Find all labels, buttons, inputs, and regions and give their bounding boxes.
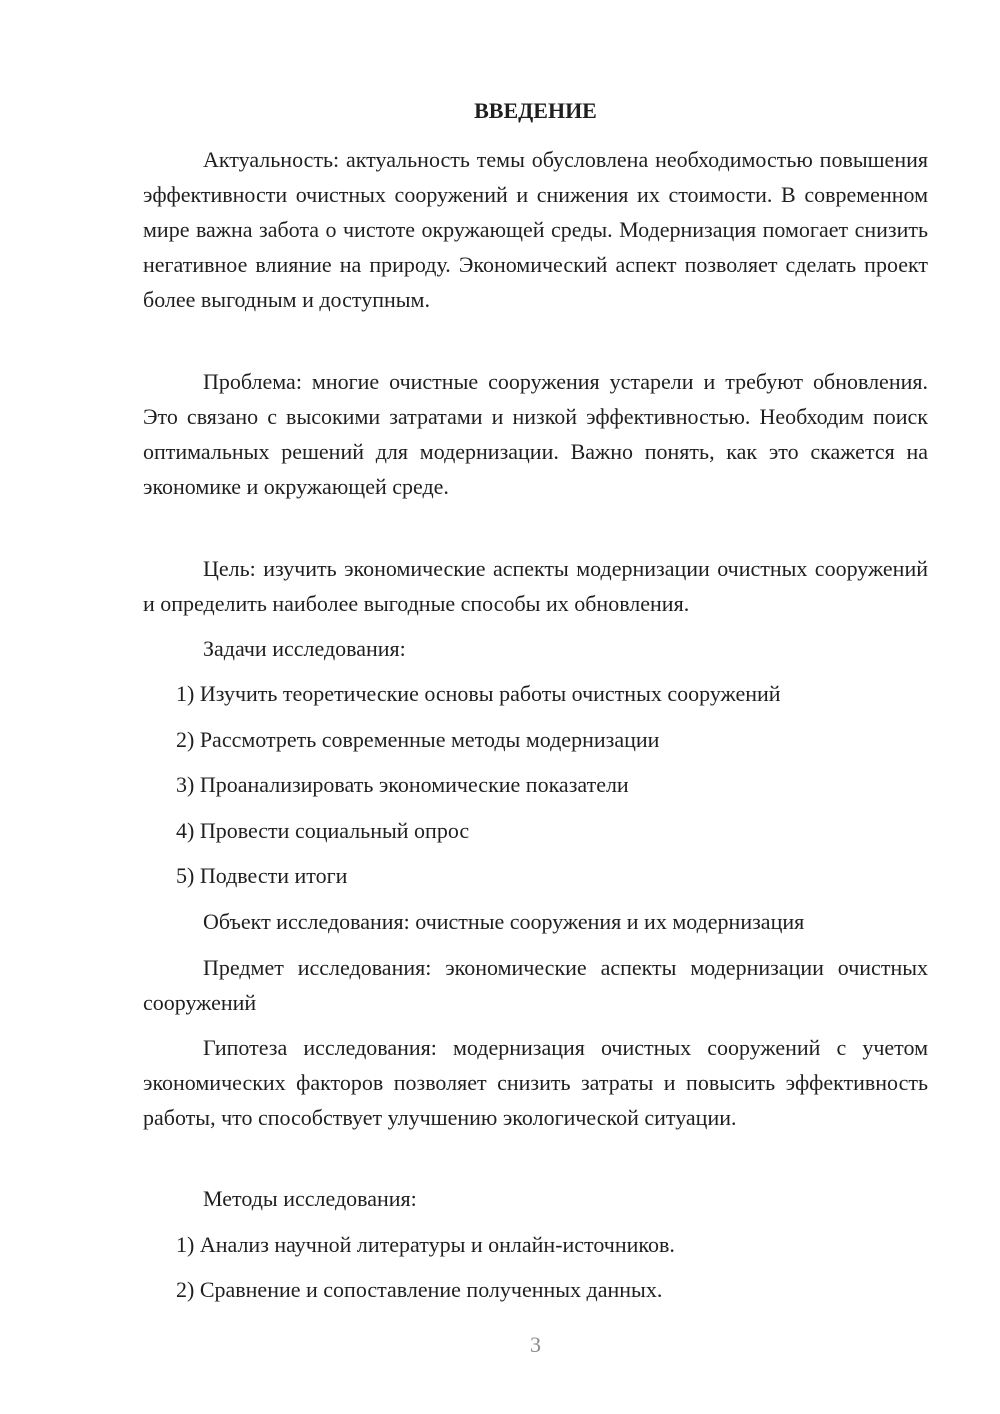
document-page: [143, 0, 928, 1414]
section-title: ВВЕДЕНИЕ: [474, 98, 597, 123]
paragraph-problem: Проблема: многие очистные сооружения устарели и требуют обновления. Это связано с высокими затратами и низкой эффективностью. Необходим поиск оптимальных решений для модернизации. Важно понять, как это скажется на экономике и окружающей среде.: [143, 369, 928, 499]
list-item-task-2: 2) Рассмотреть современные методы модернизации: [176, 727, 660, 752]
tasks-heading: Задачи исследования:: [203, 636, 406, 661]
list-item-task-5: 5) Подвести итоги: [176, 863, 348, 888]
paragraph-subject: Предмет исследования: экономические аспекты модернизации очистных сооружений: [143, 955, 928, 1015]
paragraph-hypothesis: Гипотеза исследования: модернизация очистных сооружений с учетом экономических факторов позволяет снизить затраты и повысить эффективность работы, что способствует улучшению экологической ситуации.: [143, 1035, 928, 1130]
list-item-task-1: 1) Изучить теоретические основы работы очистных сооружений: [176, 681, 781, 706]
paragraph-relevance: Актуальность: актуальность темы обусловлена необходимостью повышения эффективности очистных сооружений и снижения их стоимости. В современном мире важна забота о чистоте окружающей среды. Модернизация помогает снизить негативное влияние на природу. Экономический аспект позволяет сделать проект более выгодным и доступным.: [143, 147, 928, 312]
methods-heading: Методы исследования:: [203, 1186, 417, 1211]
list-item-method-2: 2) Сравнение и сопоставление полученных данных.: [176, 1277, 663, 1302]
list-item-method-1: 1) Анализ научной литературы и онлайн-источников.: [176, 1232, 675, 1257]
list-item-task-3: 3) Проанализировать экономические показатели: [176, 772, 629, 797]
paragraph-object: Объект исследования: очистные сооружения и их модернизация: [203, 909, 805, 934]
page-number: 3: [530, 1332, 541, 1357]
list-item-task-4: 4) Провести социальный опрос: [176, 818, 470, 843]
paragraph-goal: Цель: изучить экономические аспекты модернизации очистных сооружений и определить наиболее выгодные способы их обновления.: [143, 556, 928, 616]
